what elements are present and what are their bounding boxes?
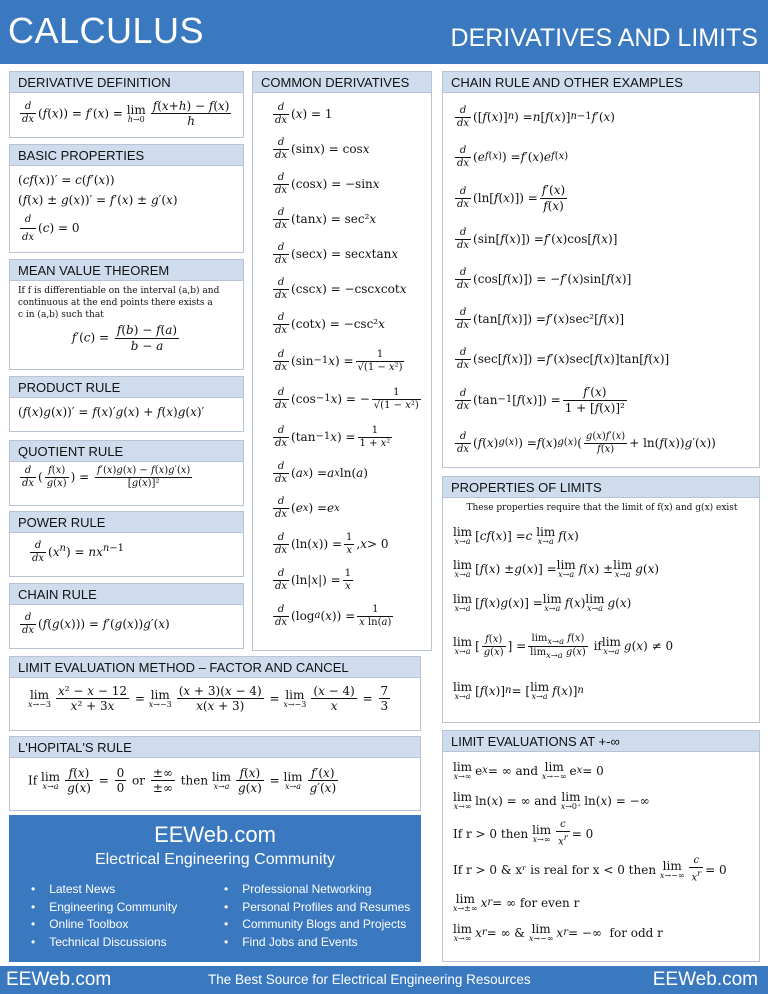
basic-properties-box	[9, 144, 244, 253]
section-title: DERIVATIVE DEFINITION	[10, 72, 243, 93]
formula: lim x→−3 $\frac{\text{x² − x − 12}}{\text{x² + 3x}}$ = lim x→−3 $\frac{(x + 3)(x - 4)}{x(x + 3)}$ = lim x→−3 $\frac{(x - 4)}{x}$ = $\frac{7}{3}$	[28, 684, 389, 714]
section-title: POWER RULE	[10, 512, 243, 533]
formula: $\frac{d}{dx}$ $(x^n) = nx^{n-1}$	[32, 540, 125, 564]
section-title: PROPERTIES OF LIMITS	[443, 477, 759, 498]
formula-list: These properties require that the limit of f(x) and g(x) exist lim x→a [ cf ( x )] = c lim x→a f ( x ) lim x→a [ f ( x ) ± g ( x )] = lim x→a f ( x ) ± lim x→a g ( x ) lim x→a [ f ( x ) g ( x )] = lim x→a f ( x ) lim x→a g ( x ) lim x→a [ $\frac{f(x)}{g(x)}$ ] = $\frac{\lim_{x\to a} f(x)}{\lim_{x\to a} g(x)}$ if lim x→a g ( x ) ≠ 0 lim x→a [ f ( x )] n = [ lim x→a f ( x )] n	[443, 498, 759, 714]
lhopital-box	[9, 736, 421, 811]
section-title: COMMON DERIVATIVES	[253, 72, 431, 93]
quotient-rule-box	[9, 440, 244, 506]
footer-right-link[interactable]: EEWeb.com	[652, 969, 758, 990]
formula: $\frac{d}{dx}$ ( $\frac{f(x)}{g(x)}$ ) = $\frac{f'(x)g(x) - f(x)g'(x)}{\text{[g(x)]²}}$	[22, 465, 191, 489]
limit-factor-box	[9, 656, 421, 731]
page-title: CALCULUS	[8, 10, 205, 51]
eeweb-name[interactable]: EEWeb.com	[154, 822, 276, 847]
section-title: BASIC PROPERTIES	[10, 145, 243, 166]
list-item[interactable]: • Community Blogs and Projects	[224, 916, 410, 934]
formula: $\frac{d}{dx}$ (f(x)) = f′(x) = lim h→0 $\frac{f(x+h) - f(x)}{h}$	[22, 99, 230, 129]
formula: If lim x→a $\frac{f(x)}{g(x)}$ = $\frac{0}{0}$ or $\frac{\pm\infty}{\pm\infty}$ then lim x→a $\frac{f(x)}{g(x)}$ = lim x→a $\frac{f'(x)}{g'(x)}$	[28, 766, 337, 796]
footer-left-link[interactable]: EEWeb.com	[6, 969, 112, 990]
formula-list: $\frac{d}{dx}$ ([ f ( x )] n ) = n [ f ( x )] n−1 f ′( x ) $\frac{d}{dx}$ ( e f(x) ) = f ′( x ) e f(x) $\frac{d}{dx}$ (ln[ f ( x )]) = $\frac{f'(x)}{f(x)}$ $\frac{d}{dx}$ (sin[ f ( x )]) = f ′( x )cos[ f ( x )] $\frac{d}{dx}$ (cos[ f ( x )]) = − f ′( x )sin[ f ( x )] $\frac{d}{dx}$ (tan[ f ( x )]) = f ′( x )sec²[ f ( x )] $\frac{d}{dx}$ (sec[ f ( x )]) = f ′( x )sec[ f ( x )]tan[ f ( x )] $\frac{d}{dx}$ (tan −1 [ f ( x )]) = $\frac{f'(x)}{\text{1 + [f(x)]²}}$ $\frac{d}{dx}$ ( f ( x ) g(x) ) = f ( x ) g(x) ( $\frac{g(x)f'(x)}{f(x)}$ + ln( f ( x )) g ′( x ))	[457, 104, 716, 455]
footer-tagline: The Best Source for Electrical Engineering Resources	[208, 972, 531, 987]
list-item[interactable]: • Professional Networking	[224, 881, 410, 899]
list-item[interactable]: • Personal Profiles and Resumes	[224, 899, 410, 917]
eeweb-promo[interactable]	[9, 815, 421, 962]
derivative-definition-box	[9, 71, 244, 138]
eeweb-list-2	[224, 881, 410, 951]
page-subtitle: DERIVATIVES AND LIMITS	[450, 24, 758, 52]
list-item[interactable]: • Technical Discussions	[31, 934, 177, 952]
list-item[interactable]: • Latest News	[31, 881, 177, 899]
eeweb-list-1	[31, 881, 177, 951]
formula-list: lim x→∞ e x = ∞ and lim x→−∞ e x = 0 lim x→∞ ln( x ) = ∞ and lim x→0⁺ ln( x ) = −∞ If r > 0 then lim x→∞ $\frac{c}{x^r}$ = 0 If r > 0 & xʳ is real for x < 0 then lim x→−∞ $\frac{c}{x^r}$ = 0 lim x→±∞ x r = ∞ for even r lim x→∞ x r = ∞ & lim x→−∞ x r = −∞ for odd r	[453, 760, 727, 943]
list-item[interactable]: • Find Jobs and Events	[224, 934, 410, 952]
section-title: CHAIN RULE	[10, 584, 243, 605]
section-title: QUOTIENT RULE	[10, 441, 243, 462]
list-item[interactable]: • Engineering Community	[31, 899, 177, 917]
power-rule-box	[9, 511, 244, 577]
formula: (f(x)g(x))′ = f(x)′g(x) + f(x)g(x)′	[18, 405, 205, 419]
mean-value-theorem-box	[9, 259, 244, 370]
mvt-text: If f is differentiable on the interval (a,b) and continuous at the end points there exists a c in (a,b) such that f′(c) = $\frac{f(b) - f(a)}{b - a}$	[18, 286, 220, 353]
properties-of-limits-box	[442, 476, 760, 723]
chain-rule-box	[9, 583, 244, 649]
section-title: PRODUCT RULE	[10, 377, 243, 398]
section-title: LIMIT EVALUATIONS AT +-∞	[443, 731, 759, 752]
eeweb-tagline: Electrical Engineering Community	[94, 851, 336, 868]
section-title: CHAIN RULE AND OTHER EXAMPLES	[443, 72, 759, 93]
page-footer	[0, 966, 768, 994]
section-title: MEAN VALUE THEOREM	[10, 260, 243, 281]
formula-list: $\frac{d}{dx}$ ( x ) = 1 $\frac{d}{dx}$ (sin x ) = cos x $\frac{d}{dx}$ (cos x ) = −sin x $\frac{d}{dx}$ (tan x ) = sec² x $\frac{d}{dx}$ (sec x ) = sec x tan x $\frac{d}{dx}$ (csc x ) = −csc x cot x $\frac{d}{dx}$ (cot x ) = −csc² x $\frac{d}{dx}$ (sin −1 x ) = $\frac{1}{\text{√(1 − x²)}}$ $\frac{d}{dx}$ (cos −1 x ) = − $\frac{1}{\text{√(1 − x²)}}$ $\frac{d}{dx}$ (tan −1 x ) = $\frac{1}{\text{1 + x²}}$ $\frac{d}{dx}$ ( a x ) = a x ln( a ) $\frac{d}{dx}$ ( e x ) = e x $\frac{d}{dx}$ (ln( x )) = $\frac{1}{x}$ , x > 0 $\frac{d}{dx}$ (ln| x |) = $\frac{1}{x}$ $\frac{d}{dx}$ (log a ( x )) = $\frac{1}{\text{x ln(a)}}$	[275, 102, 419, 628]
page-header	[0, 0, 768, 64]
section-title: L'HOPITAL'S RULE	[10, 737, 420, 758]
limits-note: These properties require that the limit of f(x) and g(x) exist	[466, 503, 738, 513]
formula: $\frac{d}{dx}$ (f(g(x))) = f′(g(x))g′(x)	[22, 612, 170, 636]
formula: (cf(x))′ = c(f′(x)) (f(x) ± g(x))′ = f′(x) ± g′(x) $\frac{d}{dx}$ (c) = 0	[18, 173, 178, 243]
limit-infinity-box	[442, 730, 760, 962]
list-item[interactable]: • Online Toolbox	[31, 916, 177, 934]
product-rule-box	[9, 376, 244, 432]
section-title: LIMIT EVALUATION METHOD – FACTOR AND CANCEL	[10, 657, 420, 678]
common-derivatives-box	[252, 71, 432, 651]
chain-rule-examples-box	[442, 71, 760, 468]
